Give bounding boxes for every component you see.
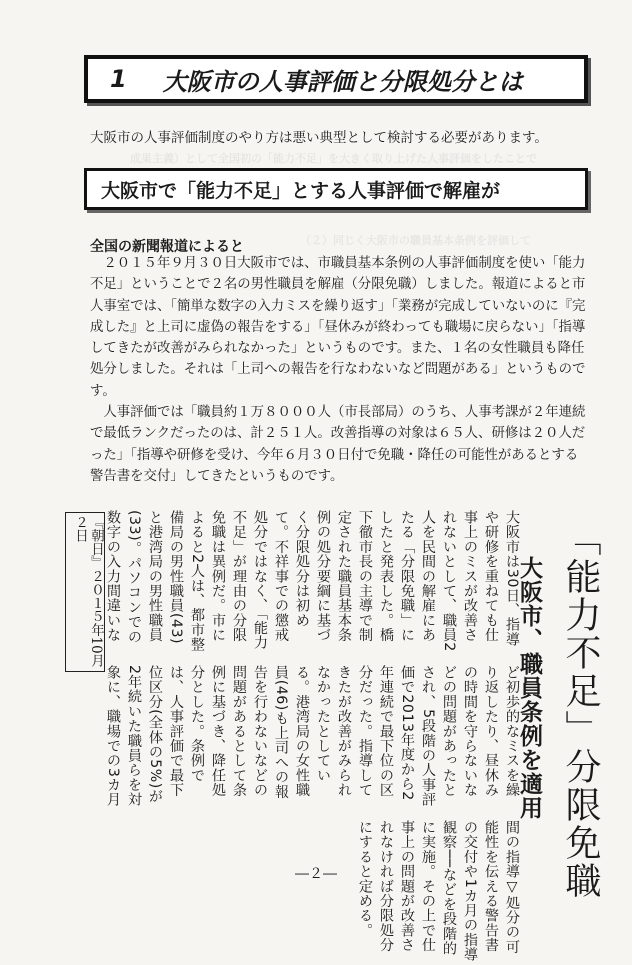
news-headline: 「能力不足」分限免職 (560, 520, 601, 900)
body-text (90, 253, 590, 487)
news-article-body: 大阪市は30日、指導や研修を重ねても仕事上のミスが改善されないとして、職員2人を民間の解雇にあたる「分限免職」にしたと発表した。橋下徹市長の主導で制定された職員基本条例の処分要綱に基づく分限処分は初めて。不祥事での懲戒処分ではなく、「能力不足」が理由の分限免職は異例だ。市によると2人は、都市整備局の男性職員(43)と港湾局の男性職員(33)。パソコンでの数字の入力間違いなど初歩的なミスを繰り返したり、昼休みの時間を守らないなどの問題があったとされ、5段階の人事評価で2013年度から2年連続で最下位の区分だった。指導してきたが改善がみられなかったとしている。港湾局の女性職員(46)も上司への報告を行わないなどの問題があるとして条例に基づき、降任処分とした。条例では、人事評価で最下位区分(全体の5%)が2年続いた職員らを対象に、職場での3カ月間の指導▽処分の可能性を伝える警告書の交付や1カ月の指導観察──などを段階的に実施。その上で仕事上の問題が改善されなければ分限処分にすると定める。 (105, 510, 520, 962)
news-subheadline: 大阪市、職員条例を適用 (516, 556, 542, 820)
section-number: 1 (110, 65, 127, 93)
section-heading: 全国の新聞報道によると (90, 239, 244, 255)
intro-text: 大阪市の人事評価制度のやり方は悪い典型として検討する必要があります。 (90, 130, 548, 146)
section-title-text: 大阪市の人事評価と分限処分とは (162, 67, 523, 96)
section-title (84, 55, 588, 103)
paragraph: ２０１５年９月３０日大阪市では、市職員基本条例の人事評価制度を使い「能力不足」ということで２名の男性職員を解雇（分限免職）しました。報道によると市人事室では、「簡単な数字の入力ミスを繰り返す」「業務が完成していないのに『完成した』と上司に虚偽の報告をする」「昼休みが終わっても職場に戻らない」「指導してきたが改善がみられなかった」というものです。また、１名の女性職員も降任処分しました。それは「上司への報告を行なわないなど問題がある」というものです。 (90, 256, 586, 399)
paragraph: 人事評価では「職員約１万８０００人（市長部局）のうち、人事考課が２年連続で最低ランクだったのは、計２５１人。改善指導の対象は６５人、研修は２０人だった」「指導や研修を受け、今年６月３０日付で免職・降任の可能性があるとする警告書を交付」してきたというものです。 (90, 405, 586, 484)
page-number: ―２― (295, 866, 337, 882)
subtitle-box (84, 168, 588, 210)
subtitle-text: 大阪市で「能力不足」とする人事評価で解雇が (101, 179, 501, 202)
news-source: 『朝日』２０１５年10月２日 (65, 512, 105, 672)
